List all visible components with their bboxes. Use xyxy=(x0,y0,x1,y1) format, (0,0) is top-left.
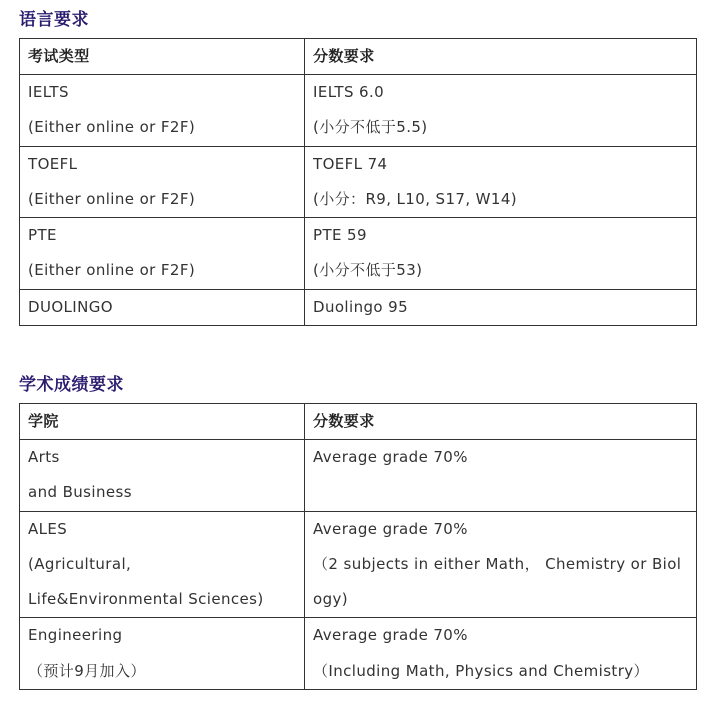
faculty-note: （预计9月加入） xyxy=(28,661,146,680)
score-cell xyxy=(305,289,697,325)
faculty-name: ALES xyxy=(28,519,68,538)
exam-name: DUOLINGO xyxy=(28,297,113,316)
exam-name: IELTS xyxy=(28,83,69,101)
faculty-name: Arts xyxy=(28,448,60,466)
score-cell xyxy=(305,511,697,618)
score-value: Average grade 70% xyxy=(313,626,468,645)
header-score-requirement: 分数要求 xyxy=(305,404,697,440)
academic-requirements-table xyxy=(19,403,697,690)
exam-cell xyxy=(20,289,305,325)
faculty-name-cont: and Business xyxy=(28,483,132,502)
score-detail: （2 subjects in either Math， Chemistry or Biol xyxy=(313,554,682,573)
academic-requirements-title: 学术成绩要求 xyxy=(19,375,124,395)
table-row-ielts xyxy=(20,75,697,147)
score-value: Average grade 70% xyxy=(313,519,468,538)
score-cell xyxy=(305,440,697,512)
score-cell xyxy=(305,218,697,290)
score-value: Duolingo 95 xyxy=(313,297,409,316)
exam-cell xyxy=(20,75,305,147)
faculty-name: Engineering xyxy=(28,626,123,645)
score-value: TOEFL 74 xyxy=(313,154,388,173)
score-cell xyxy=(305,75,697,147)
table-row-engineering xyxy=(20,618,697,690)
exam-cell xyxy=(20,146,305,218)
score-value: Average grade 70% xyxy=(313,448,468,466)
exam-cell xyxy=(20,218,305,290)
exam-name: PTE xyxy=(28,226,57,245)
exam-mode: (Either online or F2F) xyxy=(28,189,196,208)
language-requirements-table xyxy=(19,38,697,326)
faculty-cell xyxy=(20,618,305,690)
table-row-toefl xyxy=(20,146,697,218)
score-value: PTE 59 xyxy=(313,226,367,245)
table-header-row xyxy=(20,39,697,75)
score-detail: （Including Math, Physics and Chemistry） xyxy=(313,661,649,680)
faculty-detail-cont: Life&Environmental Sciences) xyxy=(28,590,264,609)
table-header-row xyxy=(20,404,697,440)
table-row-arts-business xyxy=(20,440,697,512)
score-detail: (小分不低于5.5) xyxy=(313,118,428,137)
table-row-ales xyxy=(20,511,697,618)
faculty-detail: (Agricultural, xyxy=(28,554,132,573)
score-cell xyxy=(305,618,697,690)
exam-mode: (Either online or F2F) xyxy=(28,118,196,137)
header-faculty: 学院 xyxy=(20,404,305,440)
exam-mode: (Either online or F2F) xyxy=(28,261,196,280)
score-detail: (小分：R9, L10, S17, W14) xyxy=(313,189,518,208)
header-exam-type: 考试类型 xyxy=(20,39,305,75)
header-score-requirement: 分数要求 xyxy=(305,39,697,75)
faculty-cell xyxy=(20,511,305,618)
language-requirements-title: 语言要求 xyxy=(19,10,89,30)
faculty-cell xyxy=(20,440,305,512)
table-row-pte xyxy=(20,218,697,290)
score-detail: (小分不低于53) xyxy=(313,261,423,280)
table-row-duolingo xyxy=(20,289,697,325)
score-detail-cont: ogy) xyxy=(313,590,349,609)
score-cell xyxy=(305,146,697,218)
score-value: IELTS 6.0 xyxy=(313,83,385,101)
exam-name: TOEFL xyxy=(28,154,78,173)
